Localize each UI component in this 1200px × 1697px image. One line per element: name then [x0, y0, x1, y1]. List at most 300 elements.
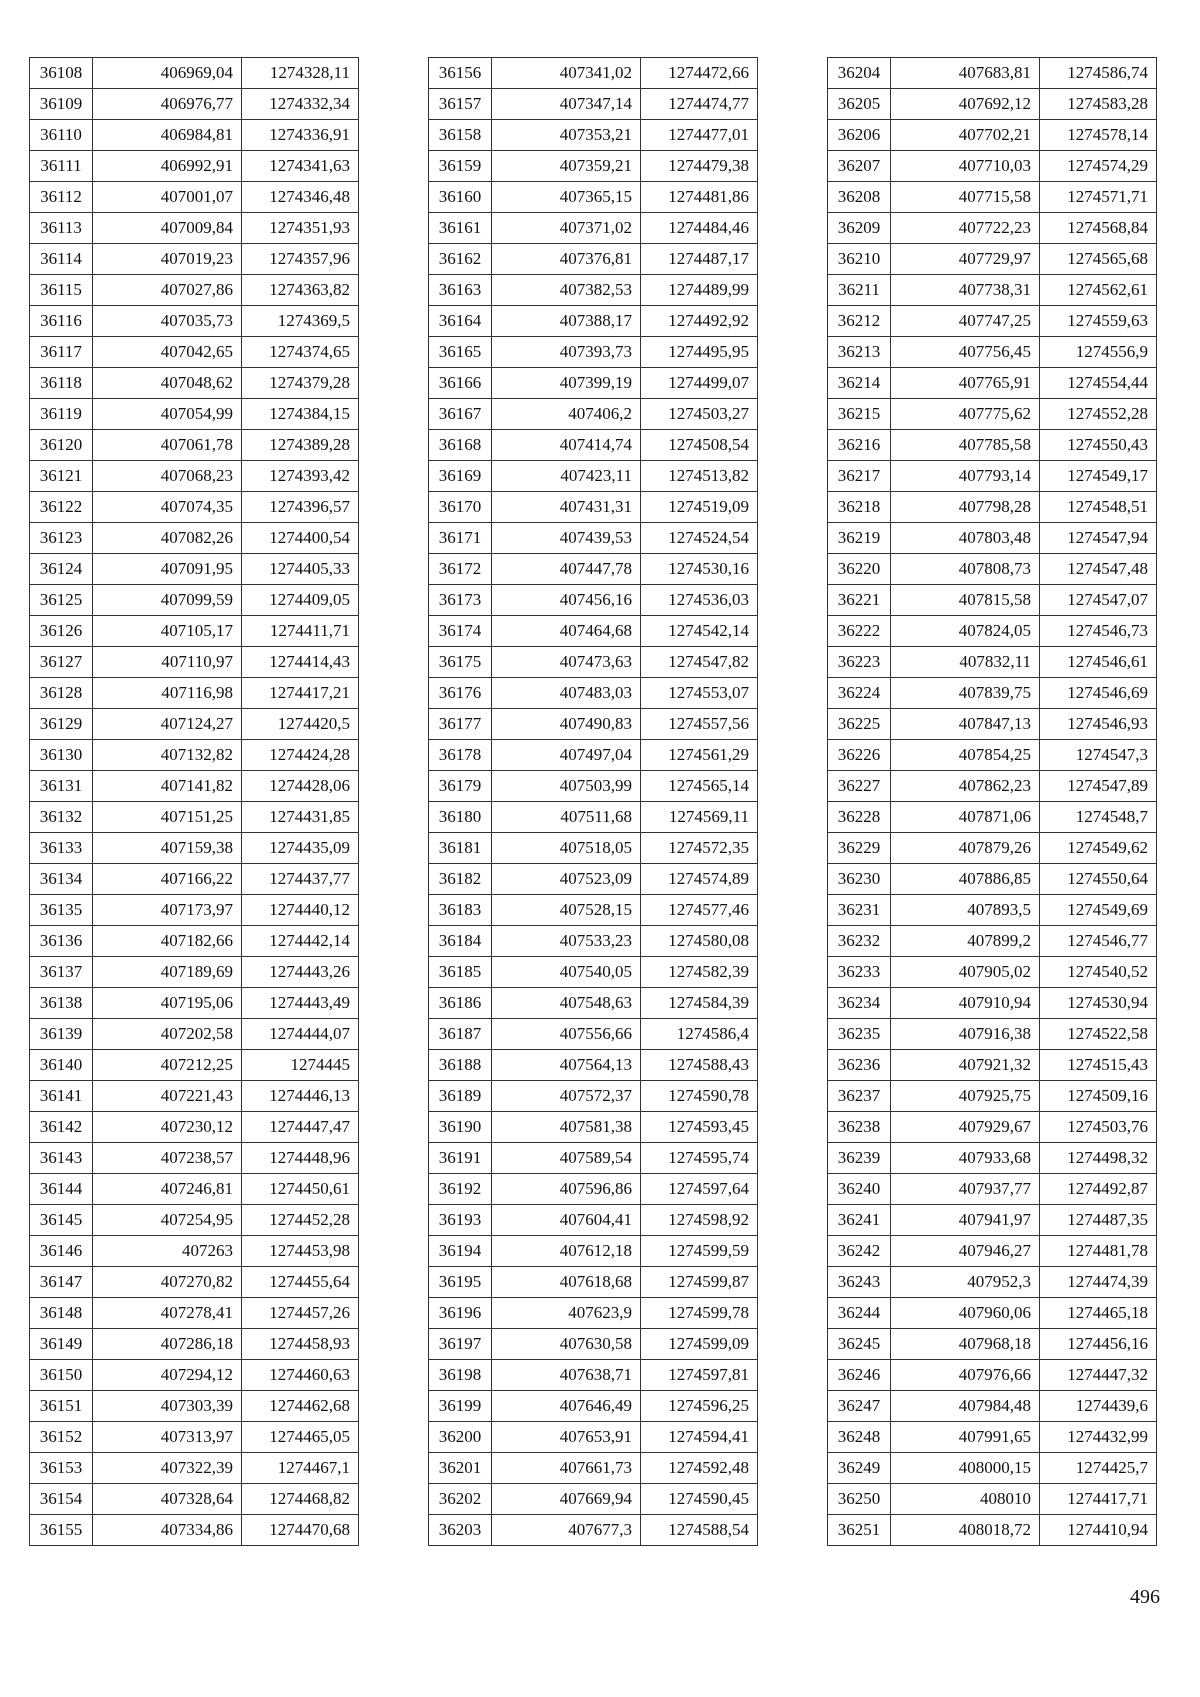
point-id-cell: 36211: [828, 275, 891, 306]
x-coordinate-cell: 407371,02: [492, 213, 641, 244]
point-id-cell: 36237: [828, 1081, 891, 1112]
table-row: [30, 399, 359, 430]
point-id-cell: 36161: [429, 213, 492, 244]
point-id-cell: 36112: [30, 182, 93, 213]
table-row: [429, 1453, 758, 1484]
y-coordinate-cell: 1274594,41: [641, 1422, 758, 1453]
y-coordinate-cell: 1274542,14: [641, 616, 758, 647]
y-coordinate-cell: 1274453,98: [242, 1236, 359, 1267]
y-coordinate-cell: 1274556,9: [1040, 337, 1157, 368]
x-coordinate-cell: 407019,23: [93, 244, 242, 275]
table-row: [429, 430, 758, 461]
point-id-cell: 36232: [828, 926, 891, 957]
table-row: [828, 1174, 1157, 1205]
table-row: [429, 647, 758, 678]
table-row: [30, 1453, 359, 1484]
table-row: [30, 1050, 359, 1081]
table-row: [828, 1112, 1157, 1143]
table-row: [429, 461, 758, 492]
x-coordinate-cell: 407110,97: [93, 647, 242, 678]
x-coordinate-cell: 407916,38: [891, 1019, 1040, 1050]
x-coordinate-cell: 407661,73: [492, 1453, 641, 1484]
x-coordinate-cell: 407785,58: [891, 430, 1040, 461]
point-id-cell: 36126: [30, 616, 93, 647]
point-id-cell: 36220: [828, 554, 891, 585]
y-coordinate-cell: 1274477,01: [641, 120, 758, 151]
point-id-cell: 36150: [30, 1360, 93, 1391]
y-coordinate-cell: 1274547,94: [1040, 523, 1157, 554]
point-id-cell: 36183: [429, 895, 492, 926]
table-row: [30, 337, 359, 368]
x-coordinate-cell: 407423,11: [492, 461, 641, 492]
y-coordinate-cell: 1274457,26: [242, 1298, 359, 1329]
x-coordinate-cell: 407091,95: [93, 554, 242, 585]
y-coordinate-cell: 1274379,28: [242, 368, 359, 399]
table-row: [30, 151, 359, 182]
point-id-cell: 36247: [828, 1391, 891, 1422]
x-coordinate-cell: 407116,98: [93, 678, 242, 709]
y-coordinate-cell: 1274584,39: [641, 988, 758, 1019]
table-row: [828, 182, 1157, 213]
point-id-cell: 36206: [828, 120, 891, 151]
y-coordinate-cell: 1274409,05: [242, 585, 359, 616]
x-coordinate-cell: 407042,65: [93, 337, 242, 368]
x-coordinate-cell: 407270,82: [93, 1267, 242, 1298]
table-row: [429, 89, 758, 120]
x-coordinate-cell: 407159,38: [93, 833, 242, 864]
point-id-cell: 36152: [30, 1422, 93, 1453]
table-row: [30, 957, 359, 988]
y-coordinate-cell: 1274400,54: [242, 523, 359, 554]
point-id-cell: 36169: [429, 461, 492, 492]
point-id-cell: 36185: [429, 957, 492, 988]
y-coordinate-cell: 1274470,68: [242, 1515, 359, 1546]
y-coordinate-cell: 1274599,09: [641, 1329, 758, 1360]
table-row: [828, 1515, 1157, 1546]
point-id-cell: 36184: [429, 926, 492, 957]
table-row: [30, 926, 359, 957]
y-coordinate-cell: 1274586,74: [1040, 58, 1157, 89]
x-coordinate-cell: 407738,31: [891, 275, 1040, 306]
y-coordinate-cell: 1274540,52: [1040, 957, 1157, 988]
table-row: [828, 1329, 1157, 1360]
point-id-cell: 36207: [828, 151, 891, 182]
table-row: [828, 306, 1157, 337]
table-row: [30, 1329, 359, 1360]
x-coordinate-cell: 407839,75: [891, 678, 1040, 709]
y-coordinate-cell: 1274446,13: [242, 1081, 359, 1112]
table-row: [828, 957, 1157, 988]
point-id-cell: 36124: [30, 554, 93, 585]
point-id-cell: 36134: [30, 864, 93, 895]
y-coordinate-cell: 1274384,15: [242, 399, 359, 430]
page-number: 496: [1130, 1586, 1160, 1608]
y-coordinate-cell: 1274568,84: [1040, 213, 1157, 244]
x-coordinate-cell: 407061,78: [93, 430, 242, 461]
point-id-cell: 36218: [828, 492, 891, 523]
table-row: [828, 1236, 1157, 1267]
x-coordinate-cell: 407294,12: [93, 1360, 242, 1391]
point-id-cell: 36194: [429, 1236, 492, 1267]
table-row: [828, 771, 1157, 802]
table-row: [30, 1019, 359, 1050]
point-id-cell: 36139: [30, 1019, 93, 1050]
y-coordinate-cell: 1274565,14: [641, 771, 758, 802]
x-coordinate-cell: 407286,18: [93, 1329, 242, 1360]
y-coordinate-cell: 1274440,12: [242, 895, 359, 926]
point-id-cell: 36116: [30, 306, 93, 337]
x-coordinate-cell: 407854,25: [891, 740, 1040, 771]
table-row: [828, 430, 1157, 461]
y-coordinate-cell: 1274546,73: [1040, 616, 1157, 647]
x-coordinate-cell: 408010: [891, 1484, 1040, 1515]
point-id-cell: 36219: [828, 523, 891, 554]
x-coordinate-cell: 407556,66: [492, 1019, 641, 1050]
y-coordinate-cell: 1274530,94: [1040, 988, 1157, 1019]
y-coordinate-cell: 1274374,65: [242, 337, 359, 368]
table-row: [429, 120, 758, 151]
x-coordinate-cell: 407483,03: [492, 678, 641, 709]
x-coordinate-cell: 406976,77: [93, 89, 242, 120]
x-coordinate-cell: 407490,83: [492, 709, 641, 740]
y-coordinate-cell: 1274557,56: [641, 709, 758, 740]
point-id-cell: 36148: [30, 1298, 93, 1329]
table-row: [429, 1484, 758, 1515]
x-coordinate-cell: 407376,81: [492, 244, 641, 275]
table-row: [30, 182, 359, 213]
point-id-cell: 36136: [30, 926, 93, 957]
point-id-cell: 36108: [30, 58, 93, 89]
x-coordinate-cell: 407068,23: [93, 461, 242, 492]
y-coordinate-cell: 1274495,95: [641, 337, 758, 368]
y-coordinate-cell: 1274393,42: [242, 461, 359, 492]
table-row: [30, 647, 359, 678]
y-coordinate-cell: 1274424,28: [242, 740, 359, 771]
y-coordinate-cell: 1274593,45: [641, 1112, 758, 1143]
x-coordinate-cell: 407623,9: [492, 1298, 641, 1329]
table-row: [828, 616, 1157, 647]
x-coordinate-cell: 407393,73: [492, 337, 641, 368]
y-coordinate-cell: 1274574,29: [1040, 151, 1157, 182]
point-id-cell: 36157: [429, 89, 492, 120]
table-row: [30, 461, 359, 492]
point-id-cell: 36239: [828, 1143, 891, 1174]
table-row: [429, 492, 758, 523]
y-coordinate-cell: 1274597,64: [641, 1174, 758, 1205]
table-row: [429, 306, 758, 337]
y-coordinate-cell: 1274487,35: [1040, 1205, 1157, 1236]
point-id-cell: 36173: [429, 585, 492, 616]
x-coordinate-cell: 407879,26: [891, 833, 1040, 864]
point-id-cell: 36229: [828, 833, 891, 864]
table-row: [30, 585, 359, 616]
table-row: [429, 1515, 758, 1546]
y-coordinate-cell: 1274443,49: [242, 988, 359, 1019]
x-coordinate-cell: 407388,17: [492, 306, 641, 337]
y-coordinate-cell: 1274437,77: [242, 864, 359, 895]
point-id-cell: 36242: [828, 1236, 891, 1267]
y-coordinate-cell: 1274417,71: [1040, 1484, 1157, 1515]
table-row: [828, 368, 1157, 399]
x-coordinate-cell: 407141,82: [93, 771, 242, 802]
y-coordinate-cell: 1274592,48: [641, 1453, 758, 1484]
table-row: [429, 1267, 758, 1298]
table-row: [429, 275, 758, 306]
point-id-cell: 36179: [429, 771, 492, 802]
y-coordinate-cell: 1274444,07: [242, 1019, 359, 1050]
point-id-cell: 36138: [30, 988, 93, 1019]
x-coordinate-cell: 407886,85: [891, 864, 1040, 895]
y-coordinate-cell: 1274503,76: [1040, 1112, 1157, 1143]
point-id-cell: 36164: [429, 306, 492, 337]
table-row: [30, 616, 359, 647]
table-row: [828, 151, 1157, 182]
y-coordinate-cell: 1274435,09: [242, 833, 359, 864]
y-coordinate-cell: 1274582,39: [641, 957, 758, 988]
x-coordinate-cell: 407715,58: [891, 182, 1040, 213]
table-row: [429, 337, 758, 368]
point-id-cell: 36147: [30, 1267, 93, 1298]
point-id-cell: 36203: [429, 1515, 492, 1546]
table-row: [828, 1267, 1157, 1298]
point-id-cell: 36240: [828, 1174, 891, 1205]
point-id-cell: 36197: [429, 1329, 492, 1360]
x-coordinate-cell: 407937,77: [891, 1174, 1040, 1205]
point-id-cell: 36175: [429, 647, 492, 678]
table-row: [828, 1391, 1157, 1422]
y-coordinate-cell: 1274571,71: [1040, 182, 1157, 213]
table-row: [30, 430, 359, 461]
x-coordinate-cell: 407473,63: [492, 647, 641, 678]
y-coordinate-cell: 1274414,43: [242, 647, 359, 678]
x-coordinate-cell: 407630,58: [492, 1329, 641, 1360]
x-coordinate-cell: 407862,23: [891, 771, 1040, 802]
y-coordinate-cell: 1274492,87: [1040, 1174, 1157, 1205]
x-coordinate-cell: 407464,68: [492, 616, 641, 647]
point-id-cell: 36205: [828, 89, 891, 120]
point-id-cell: 36245: [828, 1329, 891, 1360]
table-row: [429, 1422, 758, 1453]
x-coordinate-cell: 407414,74: [492, 430, 641, 461]
table-row: [429, 1298, 758, 1329]
point-id-cell: 36216: [828, 430, 891, 461]
x-coordinate-cell: 407322,39: [93, 1453, 242, 1484]
point-id-cell: 36177: [429, 709, 492, 740]
y-coordinate-cell: 1274578,14: [1040, 120, 1157, 151]
point-id-cell: 36143: [30, 1143, 93, 1174]
x-coordinate-cell: 407683,81: [891, 58, 1040, 89]
table-row: [828, 399, 1157, 430]
point-id-cell: 36209: [828, 213, 891, 244]
x-coordinate-cell: 407124,27: [93, 709, 242, 740]
table-row: [828, 1050, 1157, 1081]
y-coordinate-cell: 1274577,46: [641, 895, 758, 926]
x-coordinate-cell: 407976,66: [891, 1360, 1040, 1391]
x-coordinate-cell: 407803,48: [891, 523, 1040, 554]
point-id-cell: 36129: [30, 709, 93, 740]
point-id-cell: 36217: [828, 461, 891, 492]
point-id-cell: 36186: [429, 988, 492, 1019]
y-coordinate-cell: 1274559,63: [1040, 306, 1157, 337]
point-id-cell: 36127: [30, 647, 93, 678]
y-coordinate-cell: 1274524,54: [641, 523, 758, 554]
point-id-cell: 36225: [828, 709, 891, 740]
table-row: [429, 1019, 758, 1050]
point-id-cell: 36193: [429, 1205, 492, 1236]
point-id-cell: 36228: [828, 802, 891, 833]
y-coordinate-cell: 1274546,61: [1040, 647, 1157, 678]
y-coordinate-cell: 1274452,28: [242, 1205, 359, 1236]
y-coordinate-cell: 1274598,92: [641, 1205, 758, 1236]
table-row: [30, 833, 359, 864]
table-row: [30, 368, 359, 399]
x-coordinate-cell: 408018,72: [891, 1515, 1040, 1546]
table-row: [429, 1329, 758, 1360]
y-coordinate-cell: 1274547,3: [1040, 740, 1157, 771]
point-id-cell: 36182: [429, 864, 492, 895]
table-row: [828, 709, 1157, 740]
point-id-cell: 36109: [30, 89, 93, 120]
point-id-cell: 36162: [429, 244, 492, 275]
table-row: [30, 213, 359, 244]
y-coordinate-cell: 1274536,03: [641, 585, 758, 616]
point-id-cell: 36176: [429, 678, 492, 709]
point-id-cell: 36200: [429, 1422, 492, 1453]
x-coordinate-cell: 407278,41: [93, 1298, 242, 1329]
y-coordinate-cell: 1274599,78: [641, 1298, 758, 1329]
point-id-cell: 36215: [828, 399, 891, 430]
y-coordinate-cell: 1274346,48: [242, 182, 359, 213]
point-id-cell: 36250: [828, 1484, 891, 1515]
point-id-cell: 36181: [429, 833, 492, 864]
x-coordinate-cell: 407054,99: [93, 399, 242, 430]
y-coordinate-cell: 1274547,48: [1040, 554, 1157, 585]
table-row: [30, 864, 359, 895]
x-coordinate-cell: 407929,67: [891, 1112, 1040, 1143]
point-id-cell: 36230: [828, 864, 891, 895]
point-id-cell: 36236: [828, 1050, 891, 1081]
y-coordinate-cell: 1274590,78: [641, 1081, 758, 1112]
table-row: [30, 58, 359, 89]
x-coordinate-cell: 407653,91: [492, 1422, 641, 1453]
y-coordinate-cell: 1274420,5: [242, 709, 359, 740]
table-row: [828, 89, 1157, 120]
x-coordinate-cell: 406969,04: [93, 58, 242, 89]
y-coordinate-cell: 1274509,16: [1040, 1081, 1157, 1112]
y-coordinate-cell: 1274553,07: [641, 678, 758, 709]
x-coordinate-cell: 407798,28: [891, 492, 1040, 523]
x-coordinate-cell: 407692,12: [891, 89, 1040, 120]
point-id-cell: 36212: [828, 306, 891, 337]
table-row: [828, 1422, 1157, 1453]
y-coordinate-cell: 1274468,82: [242, 1484, 359, 1515]
table-row: [30, 1515, 359, 1546]
point-id-cell: 36133: [30, 833, 93, 864]
x-coordinate-cell: 407195,06: [93, 988, 242, 1019]
point-id-cell: 36224: [828, 678, 891, 709]
point-id-cell: 36122: [30, 492, 93, 523]
x-coordinate-cell: 407933,68: [891, 1143, 1040, 1174]
y-coordinate-cell: 1274522,58: [1040, 1019, 1157, 1050]
point-id-cell: 36238: [828, 1112, 891, 1143]
point-id-cell: 36190: [429, 1112, 492, 1143]
table-row: [828, 585, 1157, 616]
point-id-cell: 36178: [429, 740, 492, 771]
y-coordinate-cell: 1274549,17: [1040, 461, 1157, 492]
x-coordinate-cell: 407533,23: [492, 926, 641, 957]
table-row: [429, 678, 758, 709]
table-row: [828, 1143, 1157, 1174]
x-coordinate-cell: 407431,31: [492, 492, 641, 523]
table-row: [828, 1019, 1157, 1050]
table-row: [30, 895, 359, 926]
x-coordinate-cell: 407815,58: [891, 585, 1040, 616]
table-row: [828, 895, 1157, 926]
point-id-cell: 36241: [828, 1205, 891, 1236]
point-id-cell: 36180: [429, 802, 492, 833]
point-id-cell: 36201: [429, 1453, 492, 1484]
y-coordinate-cell: 1274572,35: [641, 833, 758, 864]
y-coordinate-cell: 1274530,16: [641, 554, 758, 585]
x-coordinate-cell: 407775,62: [891, 399, 1040, 430]
point-id-cell: 36213: [828, 337, 891, 368]
table-row: [828, 833, 1157, 864]
point-id-cell: 36151: [30, 1391, 93, 1422]
table-row: [30, 523, 359, 554]
table-row: [429, 368, 758, 399]
x-coordinate-cell: 407212,25: [93, 1050, 242, 1081]
y-coordinate-cell: 1274554,44: [1040, 368, 1157, 399]
x-coordinate-cell: 407747,25: [891, 306, 1040, 337]
table-row: [429, 616, 758, 647]
x-coordinate-cell: 407808,73: [891, 554, 1040, 585]
x-coordinate-cell: 407099,59: [93, 585, 242, 616]
x-coordinate-cell: 407447,78: [492, 554, 641, 585]
y-coordinate-cell: 1274332,34: [242, 89, 359, 120]
y-coordinate-cell: 1274405,33: [242, 554, 359, 585]
point-id-cell: 36199: [429, 1391, 492, 1422]
table-row: [30, 275, 359, 306]
x-coordinate-cell: 407893,5: [891, 895, 1040, 926]
y-coordinate-cell: 1274569,11: [641, 802, 758, 833]
table-row: [429, 740, 758, 771]
y-coordinate-cell: 1274508,54: [641, 430, 758, 461]
table-row: [30, 120, 359, 151]
y-coordinate-cell: 1274474,77: [641, 89, 758, 120]
table-row: [828, 58, 1157, 89]
x-coordinate-cell: 407382,53: [492, 275, 641, 306]
point-id-cell: 36158: [429, 120, 492, 151]
point-id-cell: 36233: [828, 957, 891, 988]
x-coordinate-cell: 407572,37: [492, 1081, 641, 1112]
y-coordinate-cell: 1274590,45: [641, 1484, 758, 1515]
y-coordinate-cell: 1274503,27: [641, 399, 758, 430]
y-coordinate-cell: 1274599,59: [641, 1236, 758, 1267]
y-coordinate-cell: 1274562,61: [1040, 275, 1157, 306]
table-row: [828, 337, 1157, 368]
x-coordinate-cell: 407702,21: [891, 120, 1040, 151]
point-id-cell: 36214: [828, 368, 891, 399]
point-id-cell: 36196: [429, 1298, 492, 1329]
x-coordinate-cell: 407254,95: [93, 1205, 242, 1236]
x-coordinate-cell: 407399,19: [492, 368, 641, 399]
table-row: [429, 151, 758, 182]
point-id-cell: 36165: [429, 337, 492, 368]
point-id-cell: 36223: [828, 647, 891, 678]
point-id-cell: 36248: [828, 1422, 891, 1453]
table-row: [429, 709, 758, 740]
x-coordinate-cell: 407548,63: [492, 988, 641, 1019]
